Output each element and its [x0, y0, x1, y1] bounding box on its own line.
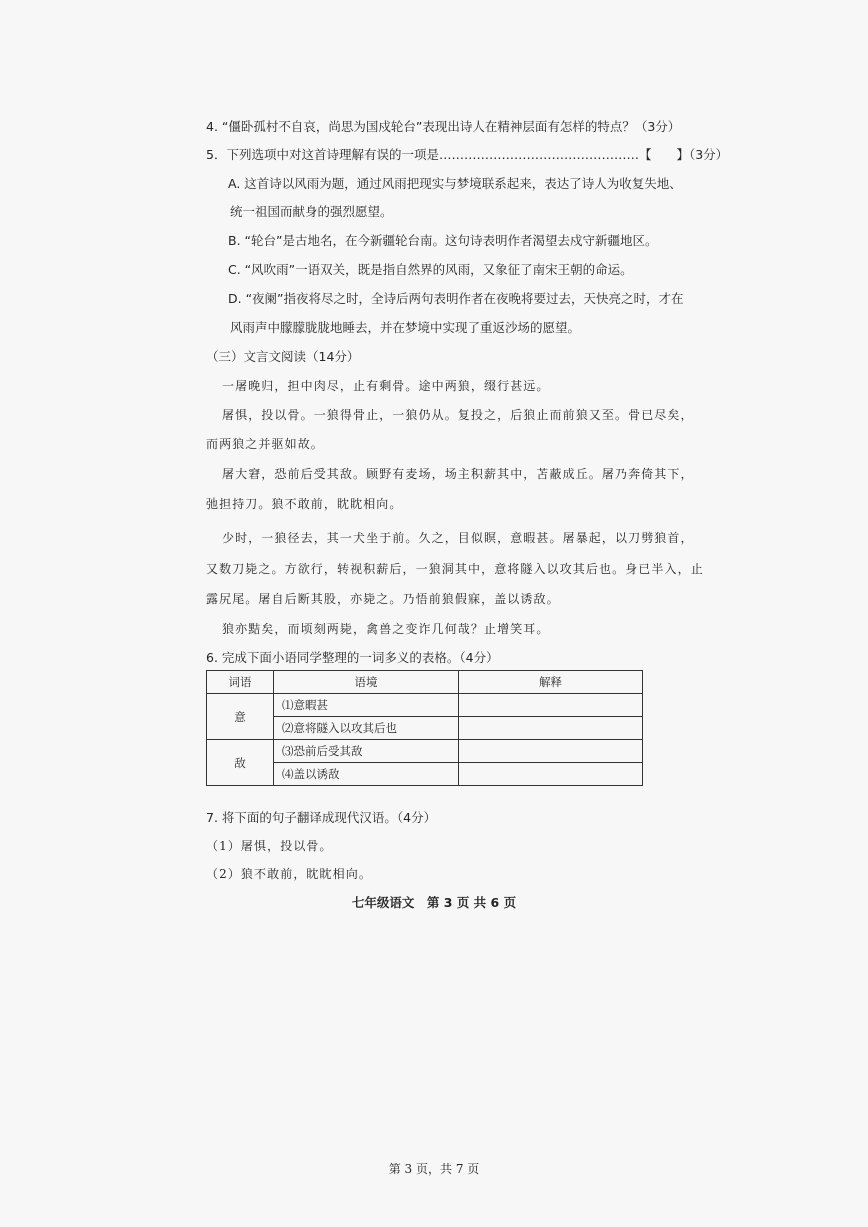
word-cell: 敌 — [207, 740, 274, 786]
option-d-line-1: D. “夜阑”指夜将尽之时，全诗后两句表明作者在夜晚将要过去，天快亮之时，才在 — [228, 291, 684, 306]
passage-para-3-line-2: 弛担持刀。狼不敢前，眈眈相向。 — [206, 497, 403, 511]
question-6-stem: 6. 完成下面小语同学整理的一词多义的表格。（4分） — [206, 650, 499, 665]
answer-cell[interactable] — [459, 694, 643, 717]
option-b: B. “轮台”是古地名，在今新疆轮台南。这句诗表明作者渴望去戍守新疆地区。 — [228, 233, 658, 248]
question-7-sentence-1: （1）屠惧，投以骨。 — [206, 839, 333, 853]
option-d-line-2: 风雨声中朦朦胧胧地睡去，并在梦境中实现了重返沙场的愿望。 — [230, 320, 581, 335]
polysemy-table — [206, 670, 643, 786]
passage-para-4-line-1: 少时，一狼径去，其一犬坐于前。久之，目似瞑，意暇甚。屠暴起，以刀劈狼首， — [222, 531, 694, 545]
table-row — [207, 740, 643, 763]
exam-page-label: 七年级语文 第 3 页 共 6 页 — [351, 895, 517, 910]
header-word: 词语 — [207, 671, 274, 694]
passage-para-4-line-3: 露尻尾。屠自后断其股，亦毙之。乃悟前狼假寐，盖以诱敌。 — [206, 592, 560, 606]
passage-para-3-line-1: 屠大窘，恐前后受其敌。顾野有麦场，场主积薪其中，苫蔽成丘。屠乃奔倚其下， — [222, 467, 694, 481]
question-7-stem: 7. 将下面的句子翻译成现代汉语。（4分） — [206, 810, 437, 825]
question-4: 4. “僵卧孤村不自哀，尚思为国戍轮台”表现出诗人在精神层面有怎样的特点？（3分） — [206, 119, 681, 134]
answer-cell[interactable] — [459, 763, 643, 786]
question-7-sentence-2: （2）狼不敢前，眈眈相向。 — [206, 867, 372, 881]
context-cell: ⑵意将隧入以攻其后也 — [274, 717, 459, 740]
word-cell: 意 — [207, 694, 274, 740]
question-5-stem: 5．下列选项中对这首诗理解有误的一项是…………………………………………【 】（3分） — [206, 147, 729, 162]
page-number: 第 3 页，共 7 页 — [388, 1162, 480, 1176]
table-header-row — [207, 671, 643, 694]
context-cell: ⑶恐前后受其敌 — [274, 740, 459, 763]
passage-para-5: 狼亦黠矣，而顷刻两毙，禽兽之变诈几何哉？止增笑耳。 — [222, 622, 550, 636]
table-row — [207, 694, 643, 717]
passage-para-1: 一屠晚归，担中肉尽，止有剩骨。途中两狼，缀行甚远。 — [222, 379, 550, 393]
context-cell: ⑷盖以诱敌 — [274, 763, 459, 786]
header-meaning: 解释 — [459, 671, 643, 694]
section-3-heading: （三）文言文阅读（14分） — [206, 349, 360, 364]
option-c: C. “风吹雨”一语双关，既是指自然界的风雨，又象征了南宋王朝的命运。 — [228, 262, 633, 277]
passage-para-2-line-2: 而两狼之并驱如故。 — [206, 437, 324, 451]
context-cell: ⑴意暇甚 — [274, 694, 459, 717]
passage-para-4-line-2: 又数刀毙之。方欲行，转视积薪后，一狼洞其中，意将隧入以攻其后也。身已半入，止 — [206, 562, 704, 576]
header-context: 语境 — [274, 671, 459, 694]
answer-cell[interactable] — [459, 717, 643, 740]
passage-para-2-line-1: 屠惧，投以骨。一狼得骨止，一狼仍从。复投之，后狼止而前狼又至。骨已尽矣， — [222, 408, 694, 422]
option-a-line-1: A. 这首诗以风雨为题，通过风雨把现实与梦境联系起来，表达了诗人为收复失地、 — [228, 176, 682, 191]
option-a-line-2: 统一祖国而献身的强烈愿望。 — [230, 204, 393, 219]
answer-cell[interactable] — [459, 740, 643, 763]
